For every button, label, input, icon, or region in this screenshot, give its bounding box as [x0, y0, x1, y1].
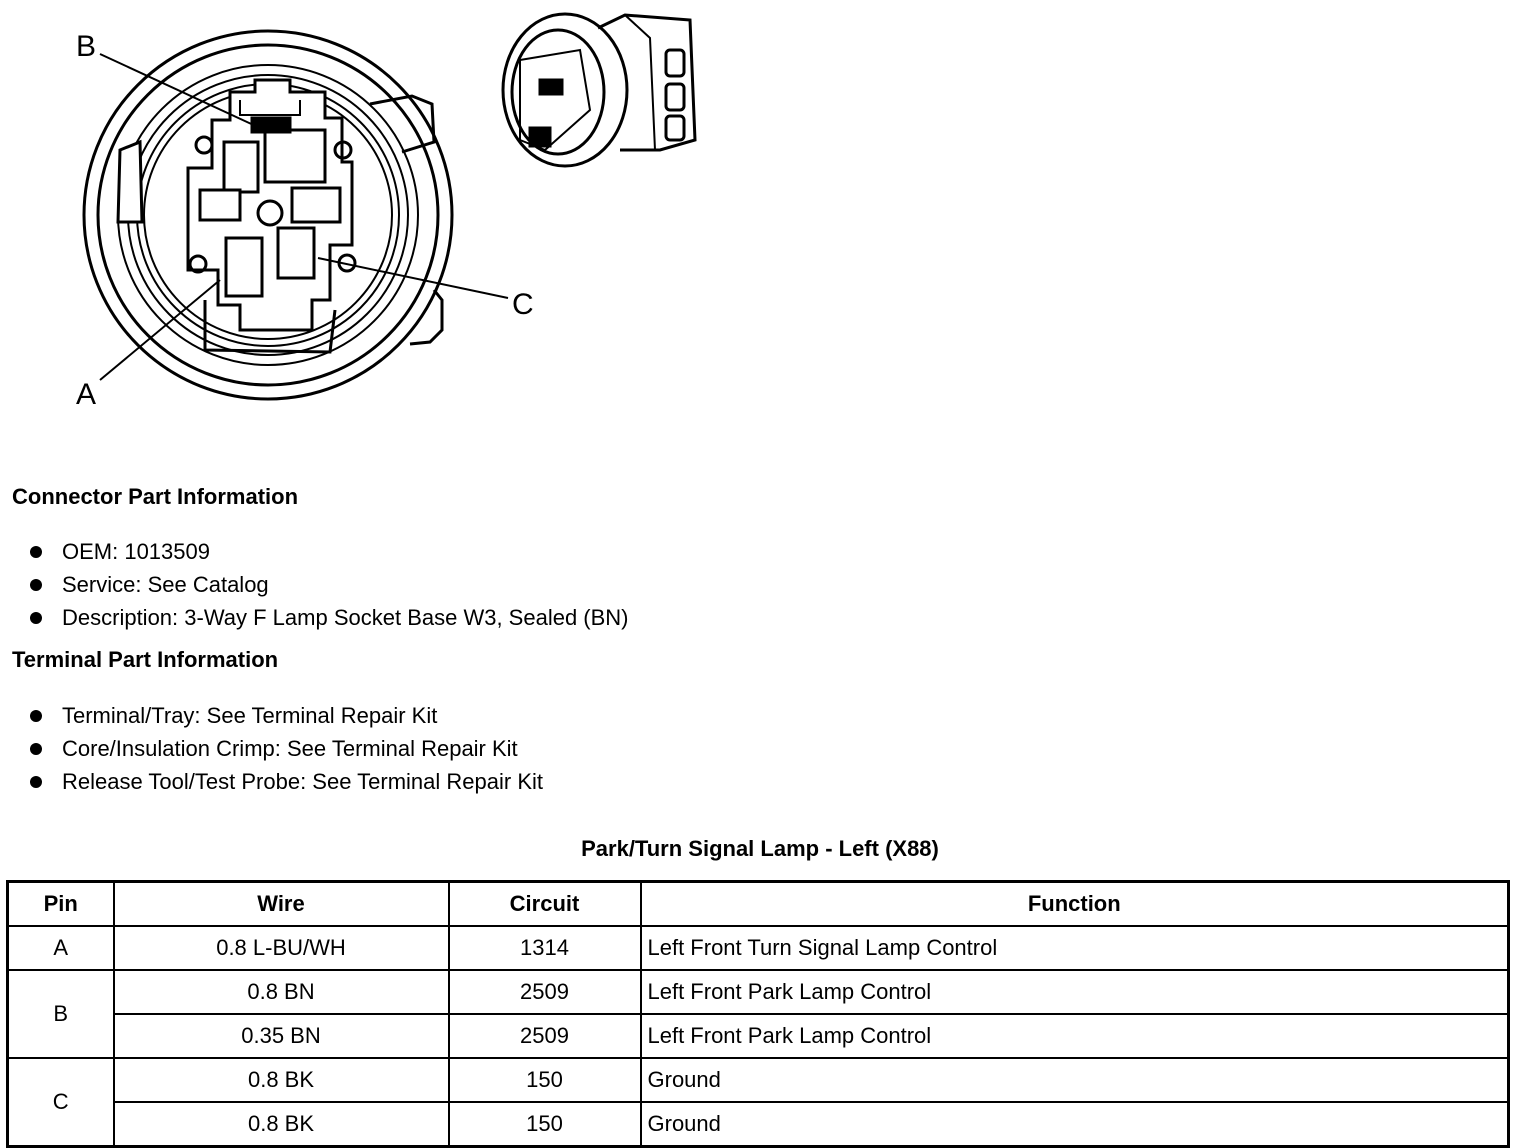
callout-c: C: [512, 288, 534, 321]
wire-cell: 0.8 BK: [114, 1102, 449, 1147]
leader-c: [318, 258, 508, 298]
function-cell: Ground: [641, 1102, 1509, 1147]
circuit-cell: 150: [449, 1058, 641, 1102]
pin-cell: C: [8, 1058, 114, 1147]
callout-a: A: [76, 378, 97, 411]
bullet-icon: [30, 612, 42, 624]
header-pin: Pin: [8, 882, 114, 927]
pinout-table: [6, 880, 1510, 1148]
pin-cell: B: [8, 970, 114, 1058]
bullet-icon: [30, 710, 42, 722]
circuit-cell: 1314: [449, 926, 641, 970]
connector-info-list: [30, 535, 629, 634]
pin-cell: A: [8, 926, 114, 970]
header-circuit: Circuit: [449, 882, 641, 927]
list-item: Service: See Catalog: [30, 568, 629, 601]
list-item: Release Tool/Test Probe: See Terminal Repair Kit: [30, 765, 543, 798]
terminal-info-list: [30, 699, 543, 798]
bullet-icon: [30, 579, 42, 591]
header-function: Function: [641, 882, 1509, 927]
terminal-info-title: Terminal Part Information: [12, 647, 279, 672]
circuit-cell: 2509: [449, 1014, 641, 1058]
list-item: Terminal/Tray: See Terminal Repair Kit: [30, 699, 543, 732]
table-row: [8, 926, 1509, 970]
wire-cell: 0.35 BN: [114, 1014, 449, 1058]
table-header-row: [8, 882, 1509, 927]
function-cell: Ground: [641, 1058, 1509, 1102]
bullet-icon: [30, 546, 42, 558]
function-cell: Left Front Turn Signal Lamp Control: [641, 926, 1509, 970]
circuit-cell: 150: [449, 1102, 641, 1147]
circuit-cell: 2509: [449, 970, 641, 1014]
wire-cell: 0.8 BK: [114, 1058, 449, 1102]
list-item: Core/Insulation Crimp: See Terminal Repair Kit: [30, 732, 543, 765]
list-item: Description: 3-Way F Lamp Socket Base W3, Sealed (BN): [30, 601, 629, 634]
header-wire: Wire: [114, 882, 449, 927]
function-cell: Left Front Park Lamp Control: [641, 1014, 1509, 1058]
wire-cell: 0.8 BN: [114, 970, 449, 1014]
callout-b: B: [76, 30, 97, 63]
bullet-icon: [30, 743, 42, 755]
table-title: Park/Turn Signal Lamp - Left (X88): [581, 836, 939, 861]
bullet-icon: [30, 776, 42, 788]
connector-illustration: [0, 0, 760, 420]
table-row: [8, 1102, 1509, 1147]
table-row: [8, 1058, 1509, 1102]
connector-info-title: Connector Part Information: [12, 484, 299, 509]
function-cell: Left Front Park Lamp Control: [641, 970, 1509, 1014]
table-row: [8, 970, 1509, 1014]
socket-perspective-illustration: [503, 14, 695, 166]
table-row: [8, 1014, 1509, 1058]
wire-cell: 0.8 L-BU/WH: [114, 926, 449, 970]
list-item: OEM: 1013509: [30, 535, 629, 568]
